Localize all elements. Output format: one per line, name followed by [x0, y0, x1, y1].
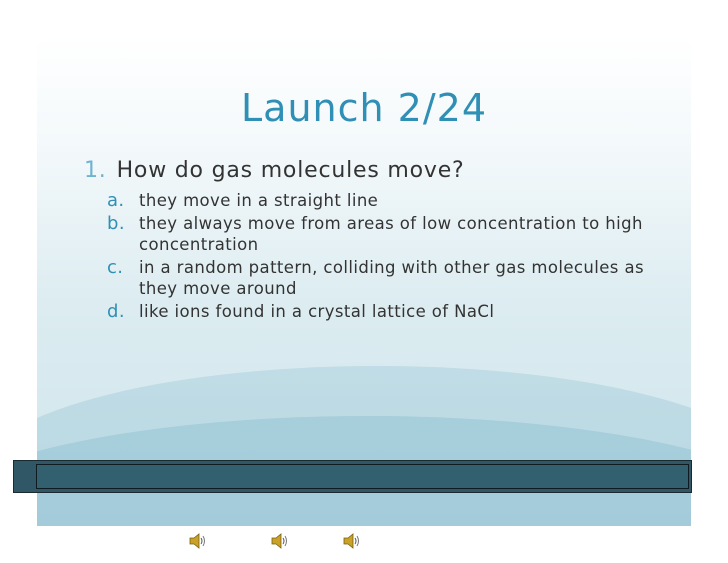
- answer-letter: b.: [107, 213, 125, 234]
- answer-letter: c.: [107, 257, 124, 278]
- answer-option-a: [107, 190, 667, 211]
- question-text: How do gas molecules move?: [116, 158, 465, 183]
- answer-letter: d.: [107, 301, 125, 322]
- slide-title: Launch 2/24: [240, 86, 487, 130]
- answer-option-b: [107, 213, 667, 255]
- footer-bar: [13, 460, 692, 493]
- question: [84, 158, 465, 183]
- speaker-icon[interactable]: [188, 531, 208, 551]
- question-number: 1.: [84, 158, 107, 183]
- answer-text: in a random pattern, colliding with other gas molecules as they move around: [139, 258, 644, 298]
- answer-text: they always move from areas of low concentration to high concentration: [139, 214, 643, 254]
- speaker-icon[interactable]: [270, 531, 290, 551]
- slide: [37, 36, 691, 526]
- answer-text: like ions found in a crystal lattice of NaCl: [139, 302, 495, 321]
- answer-text: they move in a straight line: [139, 191, 379, 210]
- answer-option-d: [107, 301, 667, 322]
- answer-list: [107, 190, 667, 324]
- answer-letter: a.: [107, 190, 125, 211]
- answer-option-c: [107, 257, 667, 299]
- speaker-icon[interactable]: [342, 531, 362, 551]
- footer-bar-inner: [36, 464, 689, 489]
